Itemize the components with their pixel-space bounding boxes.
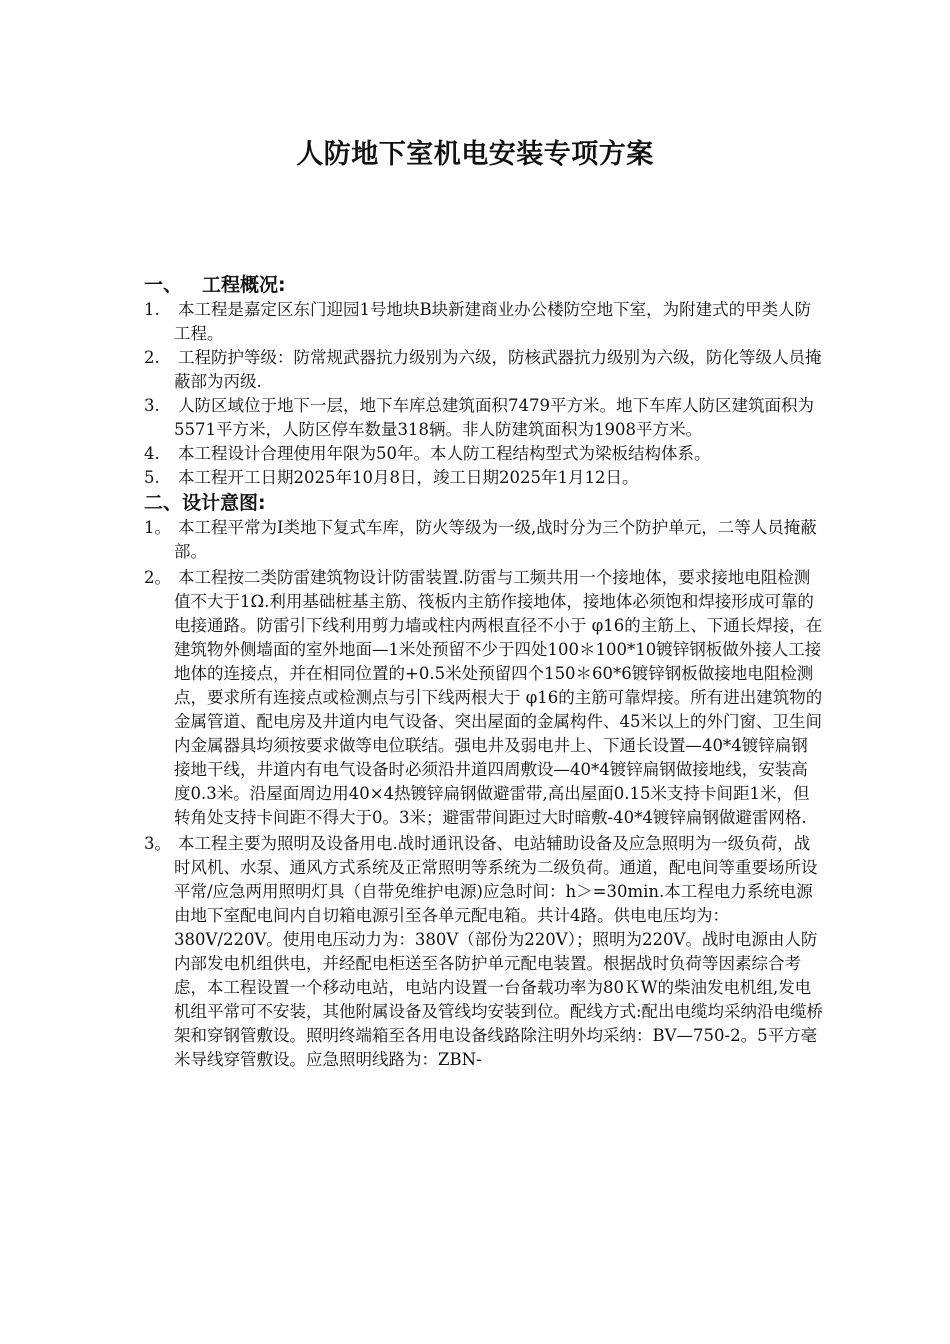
item-text: 本工程主要为照明及设备用电.战时通讯设备、电站辅助设备及应急照明为一级负荷，战时风机、水泵、通风方式系统及正常照明等系统为二级负荷。通道，配电间等重要场所设平常/应急两用照明灯具（自带免维护电源)应急时间：h＞=30min.本工程电力系统电源由地下室配电间内自切箱电源引至各单元配电箱。共计4路。供电电压均为：380V/220V。使用电压动力为：380V（部份为220V）；照明为220V。战时电源由人防内部发电机组供电，并经配电柜送至各防护单元配电装置。根据战时负荷等因素综合考虑，本工程设置一个移动电站，电站内设置一台备载功率为80ＫW的柴油发电机组,发电机组平常可不安装，其他附属设备及管线均安装到位。配线方式:配出电缆均采纳沿电缆桥架和穿钢管敷设。照明终端箱至各用电设备线路除注明外均采纳：BV—750-2。5平方毫米导线穿管敷设。应急照明线路为：ZBN- [174,834,824,1069]
item-marker: 2. [144,348,160,367]
item-marker: 2。 [144,568,171,587]
list-item [144,442,824,466]
item-marker: 4. [144,444,160,463]
item-text: 本工程按二类防雷建筑物设计防雷装置.防雷与工频共用一个接地体，要求接地电阻检测值不大于1Ω.利用基础桩基主筋、筏板内主筋作接地体，接地体必须饱和焊接形成可靠的电接通路。防雷引下线利用剪力墙或柱内两根直径不小于 φ16的主筋上、下通长焊接，在建筑物外侧墙面的室外地面—1米处预留不少于四处100＊100*10镀锌钢板做外接人工接地体的连接点，并在相同位置的+0.5米处预留四个150＊60*6镀锌钢板做接地电阻检测点，要求所有连接点或检测点与引下线两根大于 φ16的主筋可靠焊接。所有进出建筑物的金属管道、配电房及井道内电气设备、突出屋面的金属构件、45米以上的外门窗、卫生间内金属器具均须按要求做等电位联结。强电井及弱电井上、下通长设置—40*4镀锌扁钢接地干线，井道内有电气设备时必须沿井道四周敷设—40*4镀锌扁钢做接地线，安装高度0.3米。沿屋面周边用40×4热镀锌扁钢做避雷带,高出屋面0.15米支持卡间距1米，但转角处支持卡间距不得大于0。3米；避雷带间距过大时暗敷-40*4镀锌扁钢做避雷网格. [174,568,823,827]
list-item [144,466,824,490]
item-marker: 3. [144,396,160,415]
section-heading [144,490,824,516]
list-item [144,298,824,346]
item-marker: 3。 [144,834,171,853]
item-text: 本工程开工日期2025年10月8日，竣工日期2025年1月12日。 [178,468,639,487]
list-item [144,516,824,564]
item-marker: 1。 [144,518,171,537]
section-design-intent [144,490,824,1072]
item-marker: 5. [144,468,160,487]
list-item [144,346,824,394]
list-item [144,394,824,442]
item-marker: 1. [144,300,160,319]
item-text: 本工程平常为Ⅰ类地下复式车库，防火等级为一级,战时分为三个防护单元，二等人员掩蔽部。 [174,518,817,561]
item-text: 人防区域位于地下一层，地下车库总建筑面积7479平方米。地下车库人防区建筑面积为5571平方米，人防区停车数量318辆。非人防建筑面积为1908平方米。 [174,396,814,439]
list-item [144,832,824,1072]
section-title: 设计意图: [182,492,266,514]
section-number: 一、 [144,274,183,296]
document-title: 人防地下室机电安装专项方案 [296,139,654,170]
item-text: 本工程设计合理使用年限为50年。本人防工程结构型式为梁板结构体系。 [178,444,711,463]
section-heading [144,272,824,298]
section-title: 工程概况: [202,274,286,296]
item-text: 工程防护等级：防常规武器抗力级别为六级，防核武器抗力级别为六级，防化等级人员掩蔽部为丙级. [174,348,822,391]
section-overview [144,272,824,490]
list-item [144,566,824,830]
document-body [144,272,824,1072]
section-number: 二、 [144,492,183,514]
item-text: 本工程是嘉定区东门迎园1号地块B块新建商业办公楼防空地下室，为附建式的甲类人防工程。 [174,300,812,343]
